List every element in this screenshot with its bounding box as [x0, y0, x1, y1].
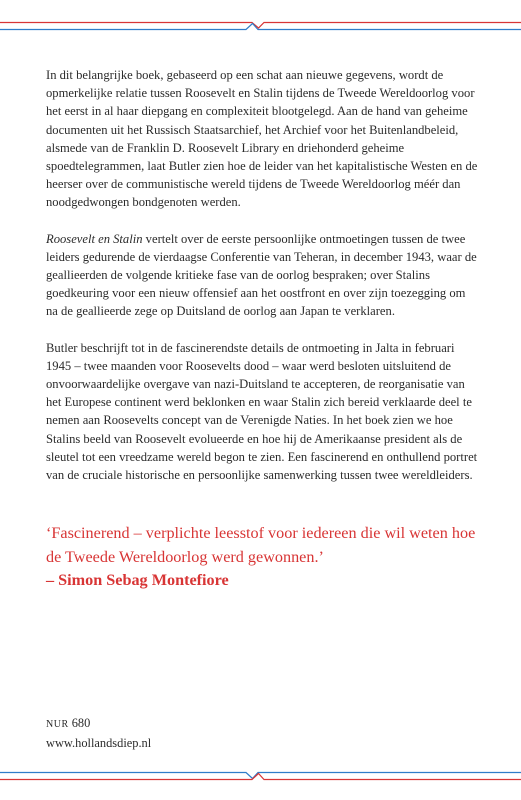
description-paragraph-3: Butler beschrijft tot in de fascinerendste details de ontmoeting in Jalta in februari 1945 – twee maanden voor Roosevelts dood – waar werd besloten uitsluitend de onvoorwaardelijke overgave van nazi-Duitsland te accepteren, de reorganisatie van het Europese continent werd beklonken en waar Stalin zich bereid verklaarde deel te nemen aan Roosevelts concept van de Verenigde Naties. In het boek zien we hoe Stalins beeld van Roosevelt evolueerde en hoe hij de Amerikaanse president als de sleutel tot een vreedzame wereld begon te zien. Een fascinerend en onthullend portret van de cruciale historische en persoonlijke samenwerking tussen twee wereldleiders. [46, 340, 478, 483]
description-paragraph-2-text: vertelt over de eerste persoonlijke ontmoetingen tussen de twee leiders gedurende de vierdaagse Conferentie van Teheran, in december 1943, waar de geallieerden de volgende kritieke fase van de oorlog bespraken; over Stalins goedkeuring voor een nieuw offensief aan het oostfront en over zijn toezegging om na de geallieerde zege op Duitsland de oorlog aan Japan te verklaren. [46, 231, 477, 319]
description-paragraph-2 [46, 230, 478, 321]
description-paragraph-1: In dit belangrijke boek, gebaseerd op een schat aan nieuwe gegevens, wordt de opmerkelijke relatie tussen Roosevelt en Stalin tijdens de Tweede Wereldoorlog voor het eerst in al haar diepgang en complexiteit blootgelegd. Aan de hand van geheime documenten uit het Russisch Staatsarchief, het Archief voor het Buitenlandbeleid, alsmede van de Franklin D. Roosevelt Library en driehonderd geheime spoedtelegrammen, laat Butler zien hoe de leider van het kapitalistische Westen en de heerser over de communistische wereld tijdens de Tweede Wereldoorlog méér dan noodgedwongen bondgenoten werden. [46, 68, 478, 210]
nur-line [46, 714, 151, 734]
quote-text: ‘Fascinerend – verplichte leesstof voor iedereen die wil weten hoe de Tweede Wereldoorlog werd gewonnen.’ [46, 524, 476, 566]
quote-author: – Simon Sebag Montefiore [46, 571, 229, 589]
review-quote [46, 522, 491, 593]
top-decorative-rule [0, 18, 521, 34]
nur-label: NUR [46, 719, 69, 730]
nur-code: 680 [71, 716, 91, 730]
bottom-decorative-rule [0, 768, 521, 784]
book-title-italic: Roosevelt en Stalin [46, 231, 143, 246]
description-text [46, 66, 478, 502]
publisher-footer [46, 714, 151, 753]
publisher-website: www.hollandsdiep.nl [46, 736, 152, 750]
